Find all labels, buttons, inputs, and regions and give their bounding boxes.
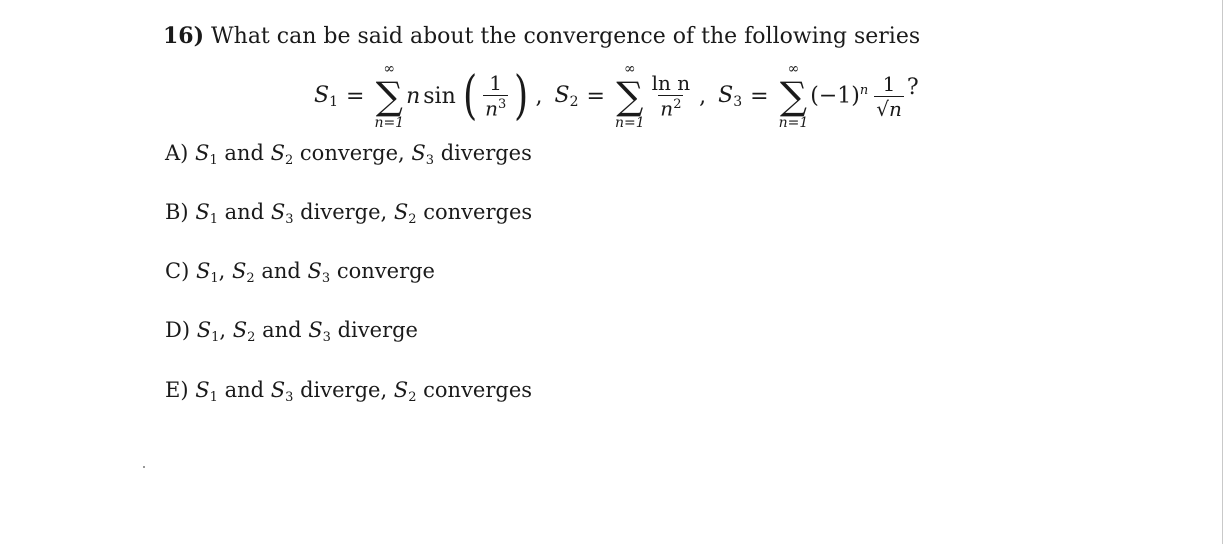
option-letter: C) bbox=[165, 259, 190, 283]
option-text: diverge, bbox=[293, 378, 394, 402]
series-s3 bbox=[718, 61, 919, 131]
option-index: 3 bbox=[322, 330, 331, 345]
option-d[interactable] bbox=[165, 316, 418, 352]
s1-den-exp: 3 bbox=[497, 97, 507, 113]
option-letter: D) bbox=[165, 318, 191, 342]
option-text: and bbox=[255, 318, 309, 342]
option-b[interactable] bbox=[165, 198, 532, 234]
s2-separator: , bbox=[699, 84, 707, 109]
option-text: converge bbox=[330, 259, 435, 283]
question-mark: ? bbox=[906, 75, 919, 100]
option-text: diverges bbox=[434, 141, 532, 165]
option-index: 1 bbox=[211, 330, 220, 345]
s3-term-base: (−1) bbox=[810, 83, 860, 109]
s3-sigma: ∑ bbox=[779, 74, 807, 118]
option-var: S bbox=[195, 259, 211, 283]
option-text: converges bbox=[416, 200, 533, 224]
s3-term-exp: n bbox=[859, 83, 869, 99]
option-text: , bbox=[218, 259, 232, 283]
s3-term bbox=[810, 83, 868, 108]
option-letter: B) bbox=[165, 200, 189, 224]
option-index: 3 bbox=[285, 212, 294, 227]
option-index: 2 bbox=[246, 271, 255, 286]
option-letter: E) bbox=[165, 378, 189, 402]
option-var: S bbox=[393, 200, 409, 224]
option-letter: A) bbox=[165, 141, 189, 165]
s1-separator: , bbox=[535, 84, 543, 109]
option-text: and bbox=[217, 200, 271, 224]
s1-term: n bbox=[406, 83, 421, 109]
option-index: 2 bbox=[284, 153, 294, 168]
option-var: S bbox=[307, 259, 322, 283]
s3-sum bbox=[779, 61, 809, 131]
option-index: 2 bbox=[408, 212, 417, 227]
option-e[interactable] bbox=[165, 376, 532, 412]
option-var: S bbox=[270, 200, 286, 224]
s2-den-base: n bbox=[660, 96, 674, 121]
option-index: 1 bbox=[210, 271, 219, 286]
s1-equals: = bbox=[346, 83, 365, 109]
series-formula bbox=[314, 58, 919, 134]
question-stem bbox=[163, 21, 920, 52]
s1-sigma: ∑ bbox=[375, 74, 403, 118]
s1-lower-limit: n=1 bbox=[374, 115, 405, 131]
option-text: diverge bbox=[330, 318, 418, 342]
s1-fraction bbox=[483, 73, 508, 119]
s1-numerator: 1 bbox=[489, 71, 503, 96]
option-index: 3 bbox=[285, 390, 294, 405]
option-var: S bbox=[308, 318, 323, 342]
series-s2 bbox=[555, 61, 719, 131]
option-text: converges bbox=[416, 378, 533, 402]
option-var: S bbox=[393, 378, 409, 402]
option-index: 3 bbox=[321, 271, 331, 286]
option-text: diverge, bbox=[293, 200, 394, 224]
page-edge-line bbox=[1222, 0, 1223, 544]
question-text: What can be said about the convergence of the following series bbox=[211, 24, 921, 49]
s2-symbol: S bbox=[554, 82, 570, 108]
s2-sigma: ∑ bbox=[616, 74, 644, 118]
s2-upper-limit: ∞ bbox=[623, 61, 636, 77]
option-index: 1 bbox=[209, 153, 218, 168]
s2-denominator bbox=[658, 95, 683, 119]
s3-numerator: 1 bbox=[882, 71, 896, 96]
option-var: S bbox=[411, 141, 426, 165]
option-var: S bbox=[270, 141, 285, 165]
s3-equals: = bbox=[750, 83, 769, 109]
s1-sum bbox=[374, 61, 404, 131]
s3-upper-limit: ∞ bbox=[787, 61, 800, 77]
s2-index: 2 bbox=[569, 93, 579, 110]
series-s1 bbox=[314, 61, 555, 131]
s3-denominator: √n bbox=[876, 96, 902, 121]
s1-upper-limit: ∞ bbox=[383, 61, 396, 77]
s1-denominator bbox=[483, 95, 508, 119]
option-var: S bbox=[195, 378, 210, 402]
s2-fraction bbox=[650, 73, 693, 119]
option-text: and bbox=[217, 378, 271, 402]
option-text: and bbox=[254, 259, 308, 283]
option-var: S bbox=[270, 378, 286, 402]
option-index: 3 bbox=[425, 153, 435, 168]
s1-symbol: S bbox=[314, 82, 330, 108]
s3-index: 3 bbox=[733, 93, 743, 110]
option-text: converge, bbox=[293, 141, 412, 165]
option-text: , bbox=[219, 318, 233, 342]
s3-lower-limit: n=1 bbox=[778, 115, 809, 131]
option-text: and bbox=[217, 141, 271, 165]
s1-index: 1 bbox=[329, 93, 338, 110]
s2-lower-limit: n=1 bbox=[614, 115, 645, 131]
s2-sum bbox=[615, 61, 645, 131]
s2-equals: = bbox=[586, 83, 605, 109]
option-var: S bbox=[196, 318, 212, 342]
option-index: 1 bbox=[209, 390, 218, 405]
option-a[interactable] bbox=[165, 139, 532, 175]
s1-den-base: n bbox=[485, 96, 498, 121]
option-index: 2 bbox=[408, 390, 417, 405]
s2-den-exp: 2 bbox=[673, 97, 682, 113]
s1-left-paren: ( bbox=[462, 66, 478, 126]
option-var: S bbox=[231, 259, 247, 283]
option-var: S bbox=[195, 141, 210, 165]
s3-symbol: S bbox=[718, 82, 734, 108]
option-index: 1 bbox=[209, 212, 218, 227]
s1-function: sin bbox=[423, 83, 456, 109]
option-var: S bbox=[232, 318, 248, 342]
option-c[interactable] bbox=[165, 257, 435, 293]
s2-numerator: ln n bbox=[651, 71, 691, 96]
scan-speck bbox=[143, 466, 145, 468]
question-number: 16) bbox=[163, 23, 205, 49]
option-index: 2 bbox=[247, 330, 256, 345]
s3-fraction bbox=[874, 71, 904, 121]
s1-right-paren: ) bbox=[514, 66, 529, 126]
option-var: S bbox=[195, 200, 210, 224]
